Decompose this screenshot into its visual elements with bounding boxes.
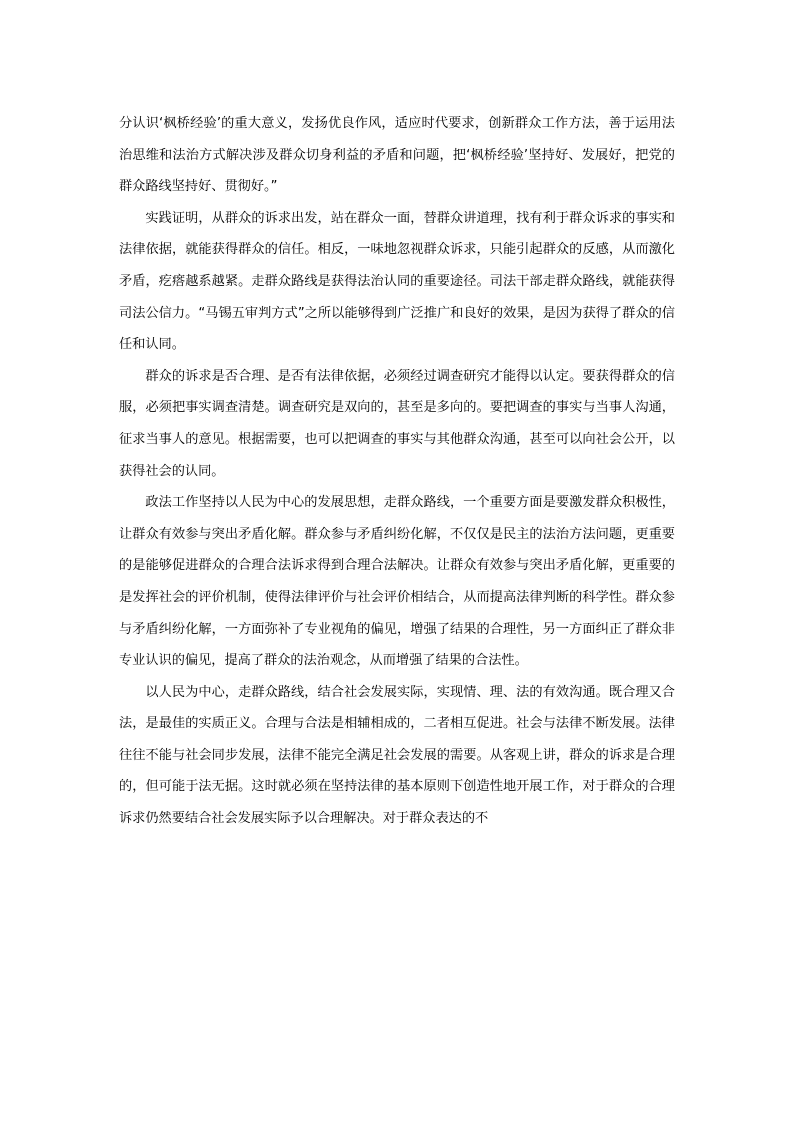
paragraph-2: 实践证明，从群众的诉求出发，站在群众一面，替群众讲道理，找有利于群众诉求的事实和法律依据，就能获得群众的信任。相反，一味地忽视群众诉求，只能引起群众的反感，从而激化矛盾，疙瘩越系越紧。走群众路线是获得法治认同的重要途径。司法干部走群众路线，就能获得司法公信力。“马锡五审判方式”之所以能够得到广泛推广和良好的效果，是因为获得了群众的信任和认同。 (119, 210, 675, 353)
paragraph-1: 分认识‘枫桥经验’的重大意义，发扬优良作风，适应时代要求，创新群众工作方法，善于运用法治思维和法治方式解决涉及群众切身利益的矛盾和问题，把‘枫桥经验’坚持好、发展好，把党的群众路线坚持好、贯彻好。” (119, 116, 675, 195)
paragraph-3: 群众的诉求是否合理、是否有法律依据，必须经过调查研究才能得以认定。要获得群众的信服，必须把事实调查清楚。调查研究是双向的，甚至是多向的。要把调查的事实与当事人沟通，征求当事人的意见。根据需要，也可以把调查的事实与其他群众沟通，甚至可以向社会公开，以获得社会的认同。 (119, 368, 675, 479)
document-body (119, 108, 675, 835)
paragraph-4: 政法工作坚持以人民为中心的发展思想，走群众路线，一个重要方面是要激发群众积极性，让群众有效参与突出矛盾化解。群众参与矛盾纠纷化解，不仅仅是民主的法治方法问题，更重要的是能够促进群众的合理合法诉求得到合理合法解决。让群众有效参与突出矛盾化解，更重要的是发挥社会的评价机制，使得法律评价与社会评价相结合，从而提高法律判断的科学性。群众参与矛盾纠纷化解，一方面弥补了专业视角的偏见，增强了结果的合理性，另一方面纠正了群众非专业认识的偏见，提高了群众的法治观念，从而增强了结果的合法性。 (119, 495, 675, 669)
paragraph-5: 以人民为中心，走群众路线，结合社会发展实际，实现情、理、法的有效沟通。既合理又合法，是最佳的实质正义。合理与合法是相辅相成的，二者相互促进。社会与法律不断发展。法律往往不能与社会同步发展，法律不能完全满足社会发展的需要。从客观上讲，群众的诉求是合理的，但可能于法无据。这时就必须在坚持法律的基本原则下创造性地开展工作，对于群众的合理诉求仍然要结合社会发展实际予以合理解决。对于群众表达的不 (119, 684, 675, 827)
